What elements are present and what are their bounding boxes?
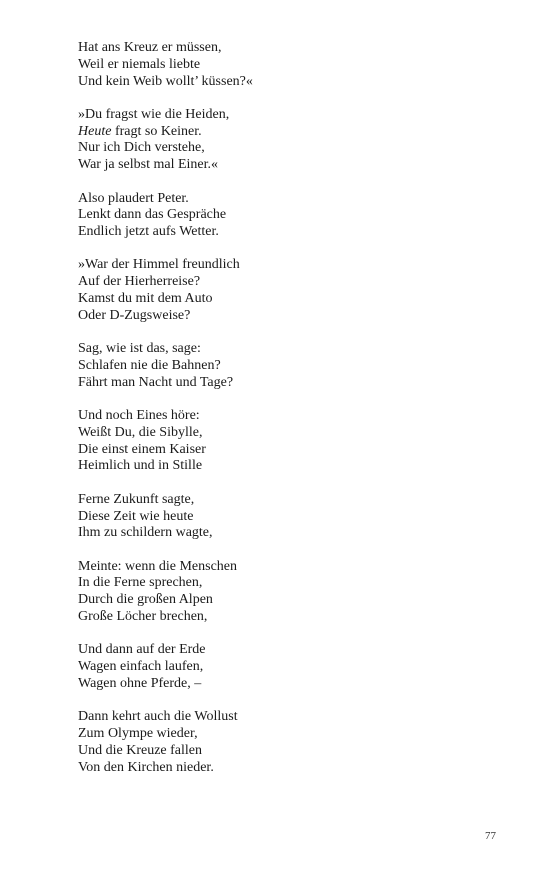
poem-line: Hat ans Kreuz er müssen, xyxy=(78,40,222,55)
poem-line: Auf der Hierherreise? xyxy=(78,274,201,290)
poem-line: Sag, wie ist das, sage: xyxy=(78,341,201,357)
stanza xyxy=(78,341,518,391)
poem-line: Und die Kreuze fallen xyxy=(78,742,202,758)
stanza xyxy=(78,40,518,90)
stanza xyxy=(78,191,518,241)
poem-line: Die einst einem Kaiser xyxy=(78,441,206,457)
poem-line: Schlafen nie die Bahnen? xyxy=(78,357,221,373)
poem-line: Dann kehrt auch die Wollust xyxy=(78,709,238,725)
poem-line: War ja selbst mal Einer.« xyxy=(78,157,218,173)
poem-line: Kamst du mit dem Auto xyxy=(78,291,213,307)
line-text: fragt so Keiner. xyxy=(111,123,202,139)
stanza xyxy=(78,642,518,692)
stanza xyxy=(78,257,518,324)
poem-line: Wagen einfach laufen, xyxy=(78,659,204,675)
poem-line: Wagen ohne Pferde, – xyxy=(78,675,202,691)
poem-line: Und dann auf der Erde xyxy=(78,642,206,658)
stanza xyxy=(78,559,518,626)
poem-line: Ihm zu schildern wagte, xyxy=(78,525,213,541)
poem-body xyxy=(78,40,518,793)
poem-line: Nur ich Dich verstehe, xyxy=(78,140,205,156)
poem-line: Oder D-Zugsweise? xyxy=(78,307,191,323)
poem-line: Durch die großen Alpen xyxy=(78,592,213,608)
stanza xyxy=(78,107,518,174)
poem-line: Große Löcher brechen, xyxy=(78,609,208,625)
poem-line xyxy=(78,124,518,141)
poem-line: Diese Zeit wie heute xyxy=(78,508,194,524)
poem-line: »Du fragst wie die Heiden, xyxy=(78,106,230,122)
stanza xyxy=(78,408,518,475)
poem-line: Meinte: wenn die Menschen xyxy=(78,558,238,574)
poem-line: »War der Himmel freundlich xyxy=(78,257,240,273)
poem-line: Von den Kirchen nieder. xyxy=(78,759,214,775)
poem-line: Endlich jetzt aufs Wetter. xyxy=(78,224,219,240)
stanza xyxy=(78,709,518,776)
poem-line: Und noch Eines höre: xyxy=(78,408,200,424)
page-number: 77 xyxy=(485,830,496,842)
poem-line: Fährt man Nacht und Tage? xyxy=(78,374,234,390)
poem-line: Lenkt dann das Gespräche xyxy=(78,207,227,223)
poem-line: In die Ferne sprechen, xyxy=(78,575,203,591)
poem-line: Heimlich und in Stille xyxy=(78,458,203,474)
stanza xyxy=(78,492,518,542)
poem-line: Weißt Du, die Sibylle, xyxy=(78,424,203,440)
poem-line: Und kein Weib wollt’ küssen?« xyxy=(78,73,253,89)
poem-line: Also plaudert Peter. xyxy=(78,190,189,206)
poem-line: Weil er niemals liebte xyxy=(78,56,201,72)
poem-line: Ferne Zukunft sagte, xyxy=(78,491,195,507)
emphasized-word: Heute xyxy=(78,123,112,139)
poem-line: Zum Olympe wieder, xyxy=(78,726,198,741)
